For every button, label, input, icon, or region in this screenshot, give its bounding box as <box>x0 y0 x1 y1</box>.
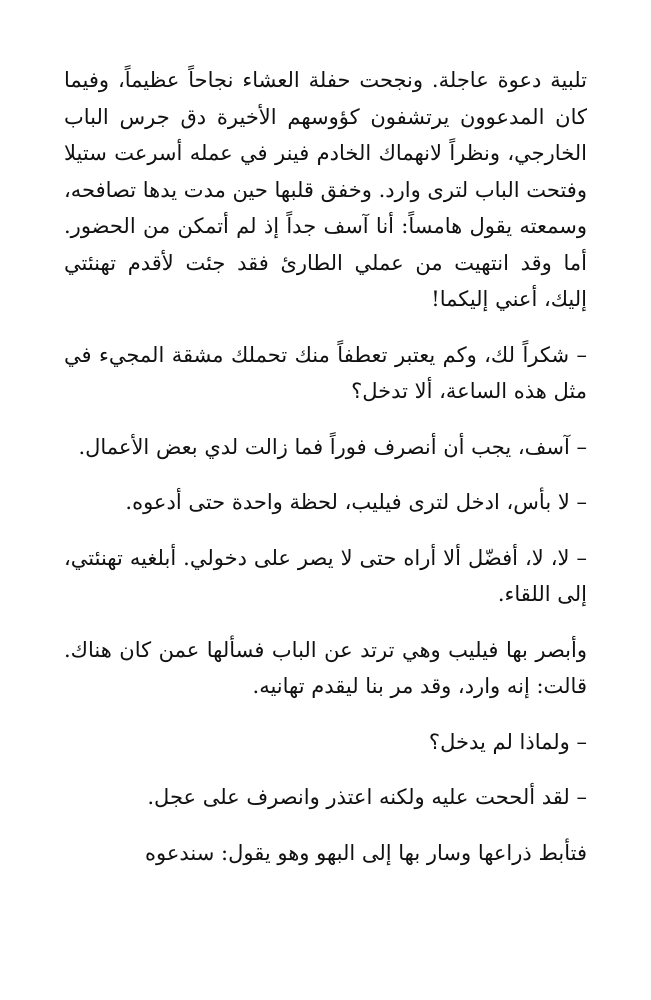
paragraph-narration-philip-asks: وأبصر بها فيليب وهي ترتد عن الباب فسألها عمن كان هناك. قالت: إنه وارد، وقد مر بنا ليقدم تهانيه. <box>64 637 587 698</box>
paragraph-narration-doorbell: تلبية دعوة عاجلة. ونجحت حفلة العشاء نجاحاً عظيماً، وفيما كان المدعوون يرتشفون كؤوسهم الأخيرة دق جرس الباب الخارجي، ونظراً لانهماك الخادم فينر في عمله أسرعت ستيلا وفتحت الباب لترى وارد. وخفق قلبها حين مدت يدها تصافحه، وسمعته يقول هامساً: أنا آسف جداً إذ لم أتمكن من الحضور. أما وقد انتهيت من عملي الطارئ فقد جئت لأقدم تهنئتي إليك، أعني إليكما! <box>64 68 587 311</box>
book-page <box>64 62 587 1000</box>
paragraph-dialogue-apology: – آسف، يجب أن أنصرف فوراً فما زالت لدي بعض الأعمال. <box>78 434 587 459</box>
paragraph-narration-hall: فتأبط ذراعها وسار بها إلى البهو وهو يقول: سندعوه <box>145 840 587 865</box>
paragraph-dialogue-why: – ولماذا لم يدخل؟ <box>428 729 587 754</box>
paragraph-dialogue-invite: – لا بأس، ادخل لترى فيليب، لحظة واحدة حتى أدعوه. <box>125 490 587 514</box>
paragraph-dialogue-thanks: – شكراً لك، وكم يعتبر تعطفاً منك تحملك مشقة المجيء في مثل هذه الساعة، ألا تدخل؟ <box>64 342 587 403</box>
paragraph-dialogue-decline: – لا، لا، أفضّل ألا أراه حتى لا يصر على دخولي. أبلغيه تهنئتي، إلى اللقاء. <box>64 545 587 606</box>
paragraph-dialogue-insisted: – لقد ألححت عليه ولكنه اعتذر وانصرف على عجل. <box>147 785 587 809</box>
